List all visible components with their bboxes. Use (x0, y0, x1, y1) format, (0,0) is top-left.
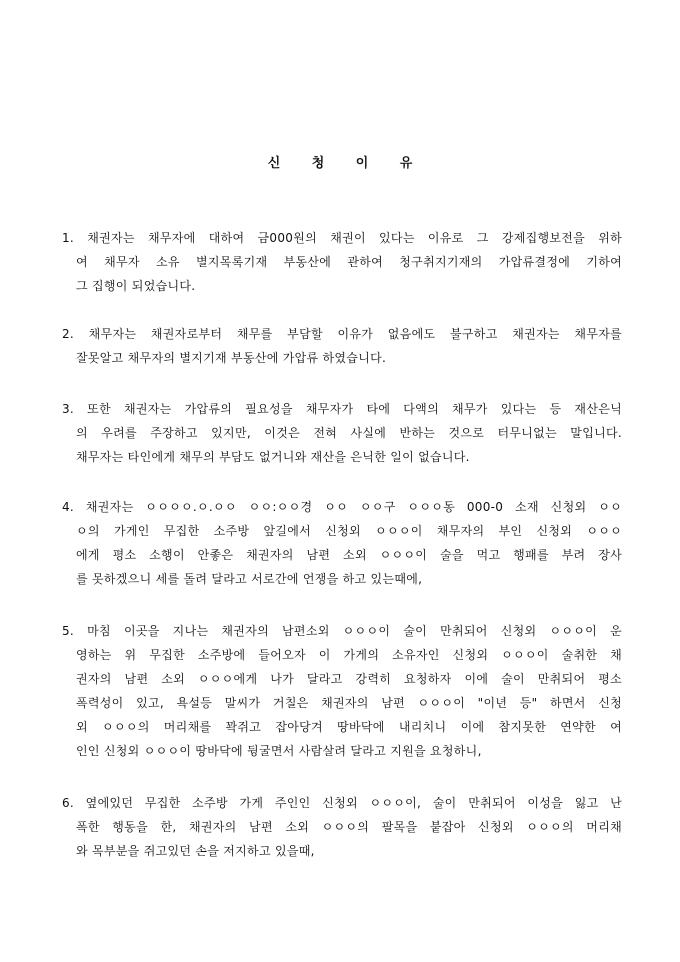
paragraph-line: 외 ㅇㅇㅇ의 머리채를 꽉쥐고 잡아당겨 땅바닥에 내리치니 이에 참지못한 연약한 여 (76, 720, 622, 734)
paragraph-line: 폭력성이 있고, 욕설등 말씨가 거칠은 채권자의 남편 ㅇㅇㅇ이 "이년 등" 하면서 신청 (76, 696, 622, 710)
paragraph-2 (62, 322, 622, 370)
paragraph-5 (62, 619, 622, 763)
paragraph-line: 채무자는 타인에게 채무의 부담도 없거니와 재산을 은닉한 일이 없습니다. (76, 450, 470, 464)
paragraph-line: 폭한 행동을 한, 채권자의 남편 소외 ㅇㅇㅇ의 팔목을 붙잡아 신청외 ㅇㅇㅇ의 머리채 (76, 820, 622, 834)
document-title (0, 152, 680, 171)
paragraph-line: 에게 평소 소행이 안좋은 채권자의 남편 소외 ㅇㅇㅇ이 술을 먹고 행패를 부려 장사 (76, 548, 622, 562)
paragraph-line: 2. 채무자는 채권자로부터 채무를 부담할 이유가 없음에도 불구하고 채권자는 채무자를 (62, 327, 622, 341)
paragraph-line: 권자의 남편 소외 ㅇㅇㅇ에게 나가 달라고 강력히 요청하자 이에 술이 만취되어 평소 (76, 672, 622, 686)
paragraph-line: 잘못알고 채무자의 별지기재 부동산에 가압류 하였습니다. (76, 351, 387, 365)
paragraph-line: 를 못하겠으니 세를 돌려 달라고 서로간에 언쟁을 하고 있는때에, (76, 572, 423, 586)
paragraph-line: 6. 옆에있던 무집한 소주방 가게 주인인 신청외 ㅇㅇㅇ이, 술이 만취되어 이성을 잃고 난 (62, 796, 622, 810)
paragraph-line: 5. 마침 이곳을 지나는 채권자의 남편소외 ㅇㅇㅇ이 술이 만취되어 신청외 ㅇㅇㅇ이 운 (62, 624, 622, 638)
paragraph-line: ㅇ의 가게인 무집한 소주방 앞길에서 신청외 ㅇㅇㅇ이 채무자의 부인 신청외 ㅇㅇㅇ (76, 524, 622, 538)
paragraph-line: 인인 신청외 ㅇㅇㅇ이 땅바닥에 뒹굴면서 사람살려 달라고 지원을 요청하니, (76, 744, 482, 758)
title-char: 유 (399, 156, 413, 171)
paragraph-line: 의 우려를 주장하고 있지만, 이것은 전혀 사실에 반하는 것으로 터무니없는 말입니다. (76, 426, 622, 440)
paragraph-1 (62, 226, 622, 298)
paragraph-6 (62, 791, 622, 863)
paragraph-line: 3. 또한 채권자는 가압류의 필요성을 채무자가 타에 다액의 채무가 있다는 등 재산은닉 (62, 402, 622, 416)
paragraph-line: 그 집행이 되었습니다. (76, 279, 196, 293)
paragraph-line: 1. 채권자는 채무자에 대하여 금000원의 채권이 있다는 이유로 그 강제집행보전을 위하 (62, 231, 622, 245)
paragraph-line: 여 채무자 소유 별지목록기재 부동산에 관하여 청구취지기재의 가압류결정에 기하여 (76, 255, 622, 269)
title-char: 청 (311, 156, 325, 171)
title-char: 신 (267, 156, 281, 171)
paragraph-3 (62, 397, 622, 469)
title-char: 이 (355, 156, 369, 171)
paragraph-line: 4. 채권자는 ㅇㅇㅇㅇ.ㅇ.ㅇㅇ ㅇㅇ:ㅇㅇ경 ㅇㅇ ㅇㅇ구 ㅇㅇㅇ동 000-0 소재 신청외 ㅇㅇ (62, 500, 622, 514)
paragraph-line: 영하는 위 무집한 소주방에 들어오자 이 가게의 소유자인 신청외 ㅇㅇㅇ이 술취한 채 (76, 648, 622, 662)
paragraph-line: 와 목부분을 쥐고있던 손을 저지하고 있을때, (76, 844, 315, 858)
paragraph-4 (62, 495, 622, 591)
